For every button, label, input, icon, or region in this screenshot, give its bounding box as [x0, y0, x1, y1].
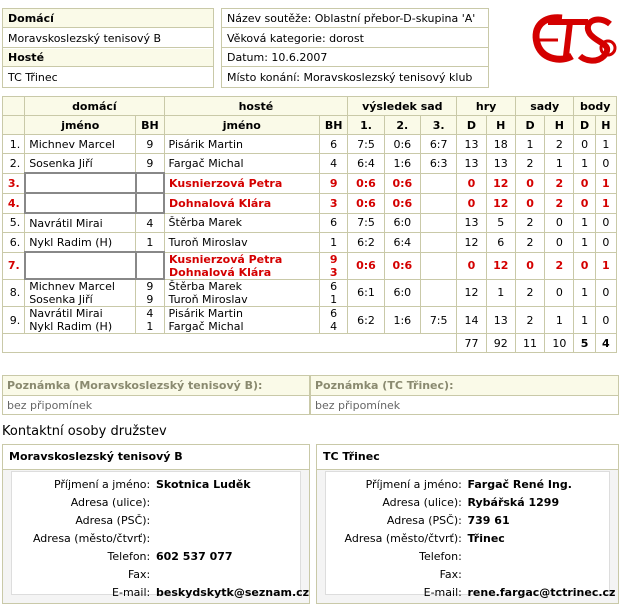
column-header: H [486, 116, 515, 135]
contact-field [12, 512, 300, 530]
column-header: jméno [164, 116, 320, 135]
score-sd: 2 [515, 213, 544, 233]
guest-ranking-value: 4 [330, 320, 338, 333]
home-player-value: Sosenka Jiří [29, 293, 93, 306]
guest-ranking-value: 3 [329, 265, 338, 279]
total-sh: 10 [545, 334, 574, 353]
guest-player [164, 279, 320, 307]
score-bh: 0 [595, 213, 616, 233]
score-s1: 0:6 [348, 252, 384, 279]
contact-field [326, 566, 609, 584]
score-s3 [421, 173, 457, 193]
guest-player-value: Štěrba Marek [168, 216, 243, 230]
score-hd: 12 [457, 233, 486, 253]
guest-player-value: Dohnalová Klára [169, 196, 272, 210]
home-player [25, 193, 136, 213]
contact-field-label: Adresa (město/čtvrť): [32, 532, 151, 545]
contact-field-value: Třinec [467, 532, 505, 545]
team-info-box [2, 8, 214, 88]
home-ranking-value: 4 [146, 216, 154, 230]
score-s1: 6:1 [348, 279, 384, 307]
home-player-value: Michnev Marcel [29, 137, 115, 151]
score-bd: 0 [574, 193, 595, 213]
home-ranking-value: 1 [146, 235, 154, 249]
match-number: 6. [3, 233, 25, 253]
guest-player-value: Štěrba Marek [168, 279, 243, 293]
home-header: Domácí [3, 9, 213, 28]
home-note [2, 375, 310, 415]
score-s3 [421, 233, 457, 253]
score-s1: 7:5 [348, 135, 384, 154]
column-header: BH [136, 116, 164, 135]
contact-field-value: 739 61 [467, 514, 510, 527]
contact-field-value[interactable]: rene.fargac@tctrinec.cz [467, 586, 616, 599]
guest-ranking [320, 307, 348, 334]
contact-field-value[interactable]: beskydskytk@seznam.cz [156, 586, 310, 599]
score-sh: 0 [545, 213, 574, 233]
score-hh: 1 [486, 279, 515, 307]
guest-player-value: Turoň Miroslav [168, 292, 248, 306]
score-s2: 1:6 [384, 307, 420, 334]
total-sd: 11 [515, 334, 544, 353]
score-hh: 12 [486, 173, 515, 193]
score-sd: 0 [515, 193, 544, 213]
score-sd: 2 [515, 307, 544, 334]
guest-ranking-value: 1 [330, 235, 338, 249]
score-sh: 0 [545, 233, 574, 253]
contact-field-label: Fax: [127, 568, 151, 581]
score-hd: 0 [457, 173, 486, 193]
score-hh: 18 [486, 135, 515, 154]
score-hd: 0 [457, 252, 486, 279]
column-header: jméno [25, 116, 136, 135]
totals-row [3, 334, 617, 353]
score-s3 [421, 213, 457, 233]
column-header: BH [320, 116, 348, 135]
score-s1: 0:6 [348, 173, 384, 193]
age-category: Věková kategorie: dorost [222, 29, 488, 48]
guest-ranking [320, 135, 348, 154]
score-hh: 5 [486, 213, 515, 233]
contact-details [11, 471, 310, 599]
column-header: H [595, 116, 616, 135]
contact-field [12, 548, 300, 566]
score-hh: 13 [486, 307, 515, 334]
score-bh: 0 [595, 279, 616, 307]
score-s1: 6:2 [348, 233, 384, 253]
guest-note [310, 375, 619, 415]
match-row [3, 252, 617, 279]
home-ranking [136, 307, 164, 334]
contact-team-name: TC Třinec [317, 445, 618, 470]
guest-ranking [320, 252, 348, 279]
home-player-value: Nykl Radim (H) [29, 235, 113, 249]
score-sh: 1 [545, 307, 574, 334]
score-sd: 2 [515, 279, 544, 307]
column-header: H [545, 116, 574, 135]
score-bh: 1 [595, 193, 616, 213]
home-player [25, 307, 136, 334]
home-player [25, 233, 136, 253]
guest-player [164, 307, 320, 334]
home-ranking-value: 9 [146, 137, 154, 151]
guest-note-value: bez připomínek [315, 399, 401, 412]
group-header: sady [515, 97, 574, 116]
header-row-columns [3, 116, 617, 135]
column-header: D [457, 116, 486, 135]
contact-field-label: Fax: [439, 568, 462, 581]
score-sh: 2 [545, 173, 574, 193]
contact-field-value: Rybářská 1299 [467, 496, 560, 509]
guest-player [164, 193, 320, 213]
score-sh: 1 [545, 154, 574, 174]
guest-ranking-value: 6 [330, 307, 338, 320]
match-row [3, 213, 617, 233]
match-number: 4. [3, 193, 25, 213]
home-ranking-value: 9 [146, 156, 154, 170]
score-hd: 13 [457, 135, 486, 154]
group-header: hry [457, 97, 516, 116]
score-bh: 0 [595, 307, 616, 334]
home-player-value: Michnev Marcel [29, 280, 115, 293]
guest-ranking [320, 213, 348, 233]
score-s2: 0:6 [384, 193, 420, 213]
match-number: 7. [3, 252, 25, 279]
home-ranking [136, 213, 164, 233]
column-header: 1. [348, 116, 384, 135]
home-ranking [136, 173, 164, 193]
match-row [3, 193, 617, 213]
home-player [25, 173, 136, 193]
column-header: 2. [384, 116, 420, 135]
score-sh: 2 [545, 193, 574, 213]
score-bh: 1 [595, 135, 616, 154]
total-hd: 77 [457, 334, 486, 353]
score-hh: 13 [486, 154, 515, 174]
guest-player-value: Kusnierzová Petra [169, 176, 283, 190]
score-s1: 6:4 [348, 154, 384, 174]
contact-field-label: Adresa (město/čtvrť): [344, 532, 462, 545]
contact-field-label: E-mail: [423, 586, 462, 599]
guest-ranking-value: 4 [330, 156, 338, 170]
home-player [25, 154, 136, 174]
guest-contact [316, 444, 619, 604]
score-sd: 2 [515, 233, 544, 253]
guest-player-value: Fargač Michal [168, 320, 244, 333]
contact-team-name: Moravskoslezský tenisový B [3, 445, 309, 470]
guest-player-value: Turoň Miroslav [168, 235, 248, 249]
contact-field [326, 530, 609, 548]
guest-player [164, 173, 320, 193]
home-player [25, 135, 136, 154]
score-bd: 0 [574, 252, 595, 279]
score-s2: 0:6 [384, 173, 420, 193]
guest-note-title: Poznámka (TC Třinec): [311, 376, 618, 396]
score-sd: 1 [515, 135, 544, 154]
score-sh: 2 [545, 135, 574, 154]
total-hh: 92 [486, 334, 515, 353]
home-player-value: Navrátil Mirai [29, 307, 103, 320]
score-bd: 0 [574, 173, 595, 193]
corner-cell [3, 116, 25, 135]
score-s1: 6:2 [348, 307, 384, 334]
home-ranking [136, 252, 164, 279]
guest-player-value: Pisárik Martin [168, 137, 244, 151]
match-number: 3. [3, 173, 25, 193]
match-number: 5. [3, 213, 25, 233]
match-row [3, 135, 617, 154]
guest-player [164, 252, 320, 279]
score-s3 [421, 193, 457, 213]
score-bh: 0 [595, 154, 616, 174]
score-hd: 12 [457, 279, 486, 307]
competition-name: Název soutěže: Oblastní přebor-D-skupina 'A' [222, 9, 488, 28]
home-note-title: Poznámka (Moravskoslezský tenisový B): [3, 376, 309, 396]
score-s2: 6:0 [384, 213, 420, 233]
score-bd: 1 [574, 279, 595, 307]
score-hd: 13 [457, 154, 486, 174]
home-ranking-value: 1 [146, 320, 154, 333]
group-header: výsledek sad [348, 97, 457, 116]
score-s3: 6:7 [421, 135, 457, 154]
home-team: Moravskoslezský tenisový B [3, 29, 213, 48]
match-row [3, 173, 617, 193]
group-header: hosté [164, 97, 348, 116]
score-s3: 6:3 [421, 154, 457, 174]
contact-field [12, 494, 300, 512]
score-s1: 7:5 [348, 213, 384, 233]
corner-cell [3, 97, 25, 116]
score-hh: 6 [486, 233, 515, 253]
guest-ranking [320, 173, 348, 193]
guest-ranking-value: 6 [330, 137, 338, 151]
contact-field-label: Adresa (PSČ): [75, 514, 151, 527]
score-hh: 12 [486, 193, 515, 213]
score-bh: 1 [595, 252, 616, 279]
guest-player [164, 135, 320, 154]
total-bd: 5 [574, 334, 595, 353]
contact-field-value: 602 537 077 [156, 550, 233, 563]
home-player [25, 213, 136, 233]
match-info-box [221, 8, 489, 88]
guest-player-value: Dohnalová Klára [169, 265, 272, 279]
score-s2: 6:0 [384, 279, 420, 307]
contact-details [325, 471, 616, 599]
home-player-value: Sosenka Jiří [29, 156, 93, 170]
score-s2: 6:4 [384, 233, 420, 253]
match-row [3, 307, 617, 334]
home-player-value: Nykl Radim (H) [29, 320, 113, 333]
club-logo [528, 10, 620, 68]
contact-field-label: Telefon: [107, 550, 151, 563]
home-player-value: Navrátil Mirai [29, 216, 103, 230]
contact-field [12, 476, 300, 494]
contact-field [12, 584, 310, 602]
column-header: 3. [421, 116, 457, 135]
guest-player [164, 154, 320, 174]
score-s2: 1:6 [384, 154, 420, 174]
guest-ranking [320, 279, 348, 307]
home-ranking [136, 193, 164, 213]
contact-field-label: Adresa (PSČ): [386, 514, 462, 527]
contact-field-value: Skotnica Luděk [156, 478, 251, 491]
guest-team: TC Třinec [8, 71, 58, 84]
match-venue: Místo konání: Moravskoslezský tenisový klub [227, 71, 473, 84]
score-sd: 0 [515, 173, 544, 193]
guest-ranking-value: 9 [329, 252, 338, 266]
score-sh: 0 [545, 279, 574, 307]
home-ranking-value: 9 [146, 280, 154, 293]
guest-header: Hosté [3, 49, 213, 67]
home-player [25, 252, 136, 279]
guest-ranking [320, 193, 348, 213]
home-ranking [136, 154, 164, 174]
contact-field [326, 476, 609, 494]
score-bd: 1 [574, 213, 595, 233]
contact-field-value: Fargač René Ing. [467, 478, 572, 491]
guest-player [164, 233, 320, 253]
contact-field [326, 584, 616, 602]
score-bd: 1 [574, 233, 595, 253]
guest-ranking [320, 233, 348, 253]
contact-field-label: Příjmení a jméno: [53, 478, 151, 491]
score-bh: 0 [595, 233, 616, 253]
score-s2: 0:6 [384, 135, 420, 154]
score-s1: 0:6 [348, 193, 384, 213]
score-bd: 1 [574, 307, 595, 334]
score-sd: 0 [515, 252, 544, 279]
home-note-value: bez připomínek [7, 399, 93, 412]
guest-ranking [320, 154, 348, 174]
contacts-section-title: Kontaktní osoby družstev [2, 424, 167, 439]
contact-field-label: E-mail: [112, 586, 151, 599]
total-bh: 4 [595, 334, 616, 353]
score-bd: 0 [574, 135, 595, 154]
score-s3: 7:5 [421, 307, 457, 334]
home-ranking [136, 279, 164, 307]
contact-field [326, 512, 609, 530]
score-bd: 1 [574, 154, 595, 174]
guest-player-value: Pisárik Martin [168, 307, 244, 320]
guest-ranking-value: 1 [330, 292, 338, 306]
guest-player [164, 213, 320, 233]
home-player [25, 279, 136, 307]
score-s3 [421, 252, 457, 279]
score-bh: 1 [595, 173, 616, 193]
score-hd: 14 [457, 307, 486, 334]
match-number: 1. [3, 135, 25, 154]
guest-ranking-value: 6 [330, 216, 338, 230]
match-number: 9. [3, 307, 25, 334]
contact-field [326, 494, 609, 512]
contact-field-label: Adresa (ulice): [70, 496, 151, 509]
group-header: domácí [25, 97, 164, 116]
column-header: D [515, 116, 544, 135]
contact-field [12, 530, 300, 548]
score-sh: 2 [545, 252, 574, 279]
header-row-groups [3, 97, 617, 116]
contact-field-label: Příjmení a jméno: [365, 478, 462, 491]
home-ranking [136, 233, 164, 253]
match-number: 2. [3, 154, 25, 174]
home-ranking-value: 9 [146, 293, 154, 306]
guest-player-value: Fargač Michal [168, 156, 244, 170]
guest-ranking-value: 3 [329, 196, 338, 210]
contact-field-label: Adresa (ulice): [382, 496, 462, 509]
score-hh: 12 [486, 252, 515, 279]
score-s2: 0:6 [384, 252, 420, 279]
home-contact [2, 444, 310, 604]
match-row [3, 233, 617, 253]
home-ranking-value: 4 [146, 307, 154, 320]
guest-ranking-value: 6 [330, 279, 338, 293]
contact-field [12, 566, 300, 584]
contact-field-label: Telefon: [419, 550, 462, 563]
contact-field [326, 548, 609, 566]
score-s3 [421, 279, 457, 307]
totals-spacer [3, 334, 457, 353]
match-row [3, 154, 617, 174]
score-hd: 0 [457, 193, 486, 213]
group-header: body [574, 97, 617, 116]
match-row [3, 279, 617, 307]
guest-ranking-value: 9 [329, 176, 338, 190]
score-sd: 2 [515, 154, 544, 174]
guest-player-value: Kusnierzová Petra [169, 252, 283, 266]
match-date: Datum: 10.6.2007 [222, 49, 488, 67]
home-ranking [136, 135, 164, 154]
column-header: D [574, 116, 595, 135]
score-hd: 13 [457, 213, 486, 233]
results-table [2, 96, 617, 353]
match-number: 8. [3, 279, 25, 307]
